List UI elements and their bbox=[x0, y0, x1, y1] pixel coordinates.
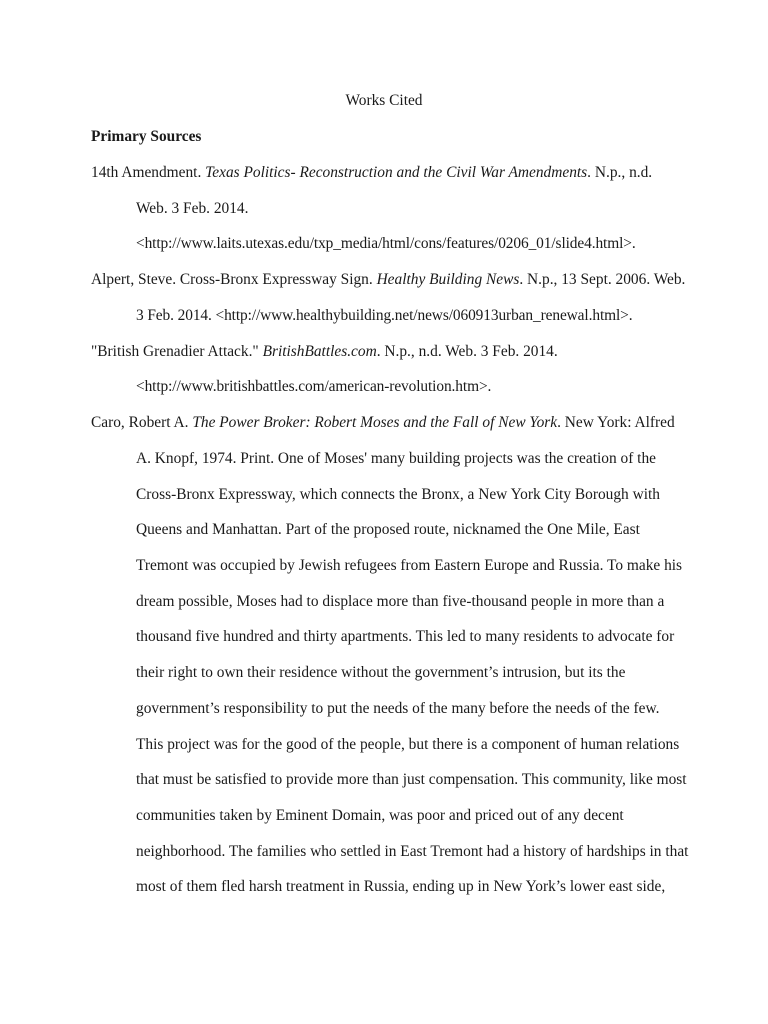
annotation-line: Queens and Manhattan. Part of the proposed route, nicknamed the One Mile, East bbox=[136, 521, 640, 538]
citation-line: Web. 3 Feb. 2014. bbox=[136, 200, 249, 217]
citation-text: . N.p., 13 Sept. 2006. Web. bbox=[519, 271, 686, 288]
citation-line bbox=[91, 342, 558, 362]
citation-url: 3 Feb. 2014. <http://www.healthybuilding.net/news/060913urban_renewal.html>. bbox=[136, 307, 633, 324]
citation-line bbox=[91, 413, 675, 433]
annotation-line: that must be satisfied to provide more than just compensation. This community, like most bbox=[136, 771, 687, 788]
annotation-line: A. Knopf, 1974. Print. One of Moses' many building projects was the creation of the bbox=[136, 450, 656, 467]
page-title: Works Cited bbox=[345, 92, 423, 109]
citation-source-title: Healthy Building News bbox=[376, 271, 520, 288]
annotation-line: Tremont was occupied by Jewish refugees from Eastern Europe and Russia. To make his bbox=[136, 557, 683, 574]
annotation-line: communities taken by Eminent Domain, was poor and priced out of any decent bbox=[136, 807, 624, 824]
citation-text: . New York: Alfred bbox=[557, 414, 675, 431]
citation-url: <http://www.britishbattles.com/american-revolution.htm>. bbox=[136, 378, 492, 395]
section-heading: Primary Sources bbox=[91, 128, 202, 145]
annotation-line: This project was for the good of the people, but there is a component of human relations bbox=[136, 736, 680, 753]
citation-text: . N.p., n.d. Web. 3 Feb. 2014. bbox=[376, 343, 558, 360]
annotation-line: thousand five hundred and thirty apartments. This led to many residents to advocate for bbox=[136, 628, 675, 645]
citation-text: "British Grenadier Attack." bbox=[91, 343, 263, 360]
annotation-line: neighborhood. The families who settled in East Tremont had a history of hardships in that bbox=[136, 843, 689, 860]
citation-text: Alpert, Steve. Cross-Bronx Expressway Sign. bbox=[91, 271, 377, 288]
citation-source-title: Texas Politics- Reconstruction and the Civil War Amendments bbox=[205, 164, 588, 181]
citation-source-title: The Power Broker: Robert Moses and the Fall of New York bbox=[192, 414, 558, 431]
citation-text: Caro, Robert A. bbox=[91, 414, 193, 431]
annotation-line: Cross-Bronx Expressway, which connects the Bronx, a New York City Borough with bbox=[136, 486, 660, 503]
citation-source-title: BritishBattles.com bbox=[262, 343, 377, 360]
citation-line bbox=[91, 270, 685, 290]
citation-line bbox=[91, 163, 652, 183]
citation-text: 14th Amendment. bbox=[91, 164, 206, 181]
annotation-line: most of them fled harsh treatment in Russia, ending up in New York’s lower east side, bbox=[136, 878, 666, 895]
citation-url: <http://www.laits.utexas.edu/txp_media/html/cons/features/0206_01/slide4.html>. bbox=[136, 235, 636, 252]
annotation-line: dream possible, Moses had to displace more than five-thousand people in more than a bbox=[136, 593, 665, 610]
annotation-line: their right to own their residence without the government’s intrusion, but its the bbox=[136, 664, 626, 681]
citation-text: . N.p., n.d. bbox=[587, 164, 653, 181]
annotation-line: government’s responsibility to put the needs of the many before the needs of the few. bbox=[136, 700, 660, 717]
